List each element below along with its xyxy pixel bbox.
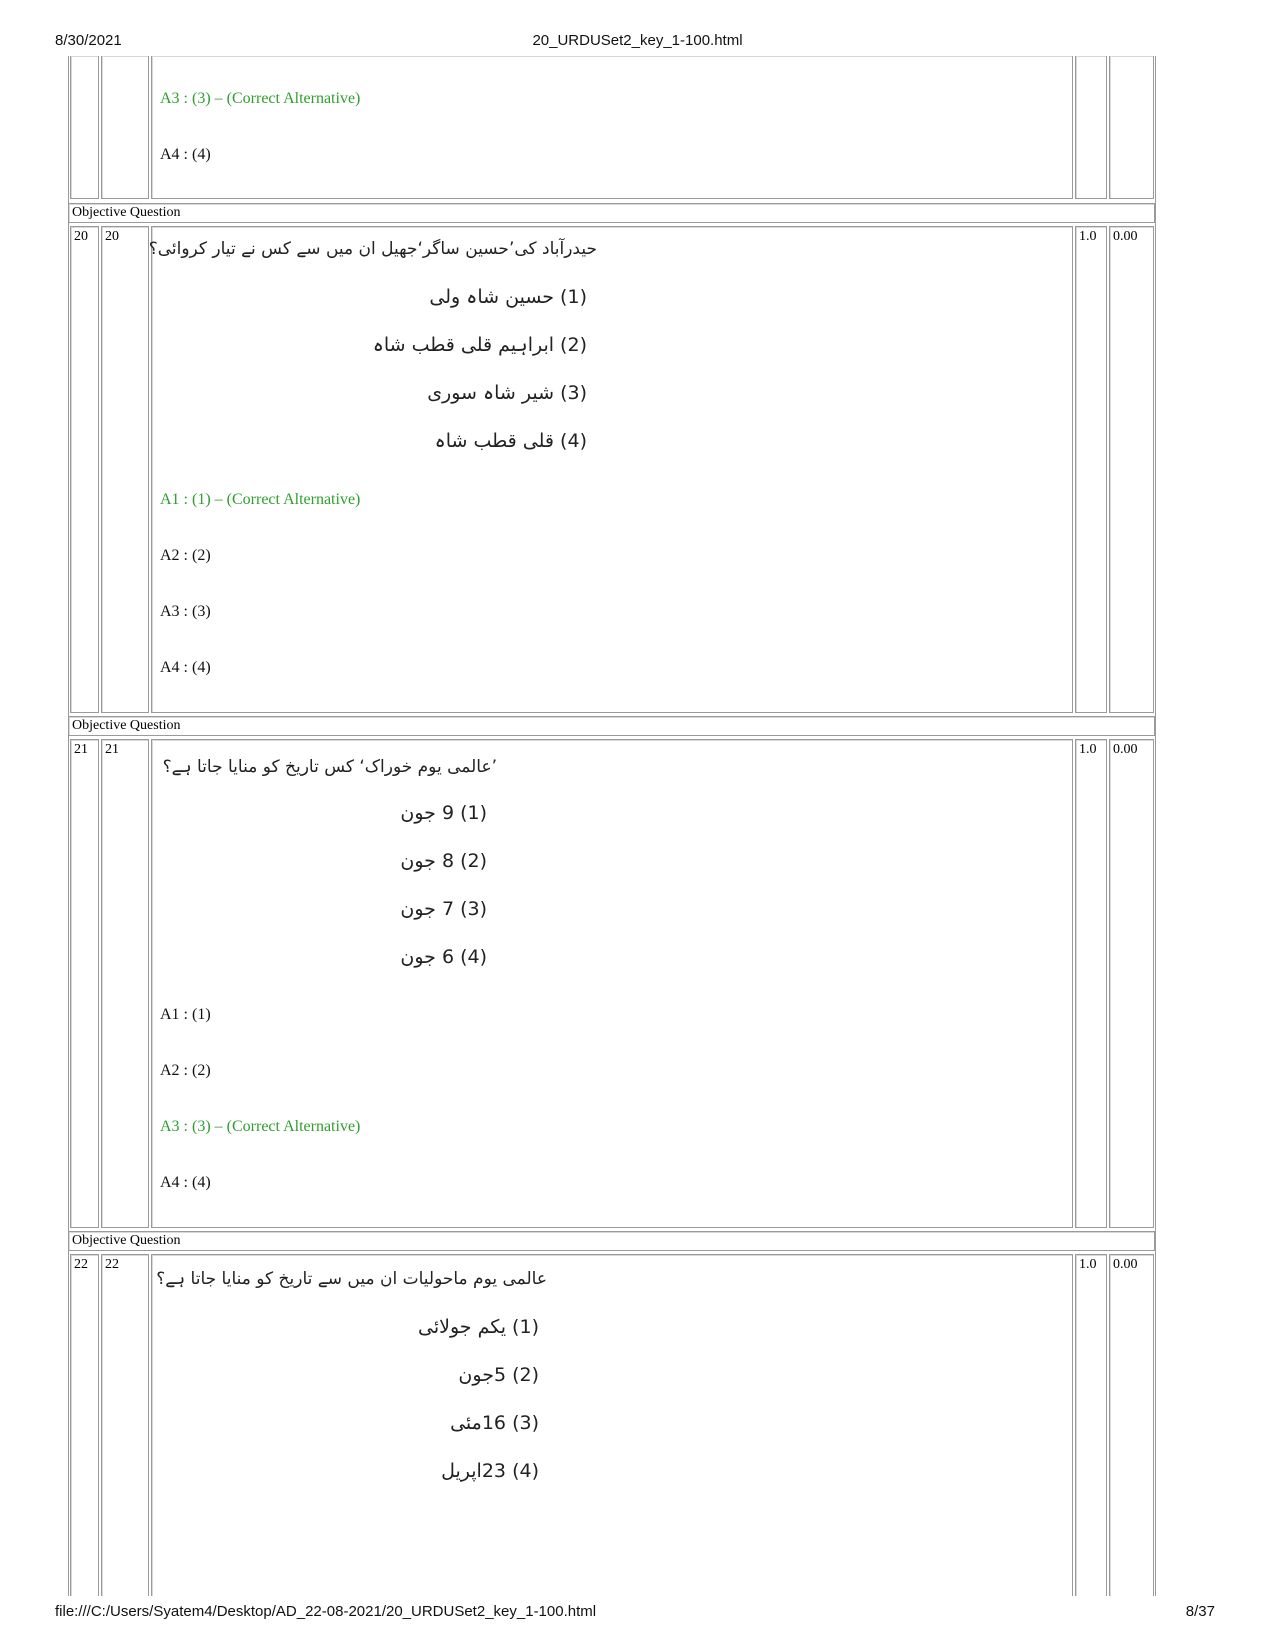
file-path: file:///C:/Users/Syatem4/Desktop/AD_22-08-2021/20_URDUSet2_key_1-100.html	[55, 1603, 597, 1620]
prev-body-cell	[151, 56, 1073, 199]
marks-cell: 1.0	[1075, 226, 1107, 713]
negative-marks-cell: 0.00	[1109, 1254, 1154, 1596]
question-body	[151, 739, 1073, 1228]
option-2: (2) 8 جون	[400, 850, 487, 872]
serial-number: 22	[70, 1254, 99, 1596]
prev-answer-3: A3 : (3) – (Correct Alternative)	[160, 90, 361, 107]
question-id: 20	[101, 226, 149, 713]
marks-cell: 1.0	[1075, 1254, 1107, 1596]
question-body	[148, 226, 1073, 713]
option-4: (4) قلی قطب شاہ	[434, 430, 587, 452]
prev-answer-4: A4 : (4)	[160, 146, 211, 163]
document-title: 20_URDUSet2_key_1-100.html	[532, 32, 743, 49]
serial-number: 20	[70, 226, 99, 713]
question-text: عالمی یوم ماحولیات ان میں سے تاریخ کو منایا جاتا ہے؟	[156, 1269, 547, 1289]
answer-4: A4 : (4)	[160, 1174, 211, 1191]
question-id: 21	[101, 739, 149, 1228]
option-2: (2) ابراہیم قلی قطب شاہ	[372, 334, 587, 356]
option-1: (1) 9 جون	[400, 802, 487, 824]
answer-3: A3 : (3)	[160, 603, 211, 620]
answer-3: A3 : (3) – (Correct Alternative)	[160, 1118, 361, 1135]
answer-1: A1 : (1)	[160, 1006, 211, 1023]
section-label: Objective Question	[68, 203, 1155, 223]
negative-marks-cell: 0.00	[1109, 739, 1154, 1228]
answer-1: A1 : (1) – (Correct Alternative)	[160, 491, 361, 508]
answer-4: A4 : (4)	[160, 659, 211, 676]
question-text: ’عالمی یوم خوراک‘ کس تاریخ کو منایا جاتا ہے؟	[162, 757, 497, 777]
prev-sno-cell	[70, 56, 99, 199]
option-4: (4) 23اپریل	[441, 1460, 539, 1482]
marks-cell: 1.0	[1075, 739, 1107, 1228]
prev-marks-cell	[1075, 56, 1107, 199]
section-label: Objective Question	[68, 716, 1155, 736]
option-3: (3) 16مئی	[450, 1412, 539, 1434]
answer-2: A2 : (2)	[160, 547, 211, 564]
print-date: 8/30/2021	[55, 32, 122, 49]
option-1: (1) حسین شاہ ولی	[429, 286, 587, 308]
option-3: (3) 7 جون	[400, 898, 487, 920]
question-body	[151, 1254, 1073, 1596]
question-text: حیدرآباد کی’حسین ساگر‘جھیل ان میں سے کس نے تیار کروائی؟	[148, 239, 597, 259]
prev-negative-cell	[1109, 56, 1154, 199]
serial-number: 21	[70, 739, 99, 1228]
answer-2: A2 : (2)	[160, 1062, 211, 1079]
option-3: (3) شیر شاہ سوری	[427, 382, 587, 404]
section-label: Objective Question	[68, 1231, 1155, 1251]
question-id: 22	[101, 1254, 149, 1596]
option-2: (2) 5جون	[458, 1364, 539, 1386]
option-1: (1) یکم جولائی	[418, 1316, 539, 1338]
page-number: 8/37	[1185, 1603, 1215, 1620]
prev-qid-cell	[101, 56, 149, 199]
negative-marks-cell: 0.00	[1109, 226, 1154, 713]
option-4: (4) 6 جون	[400, 946, 487, 968]
